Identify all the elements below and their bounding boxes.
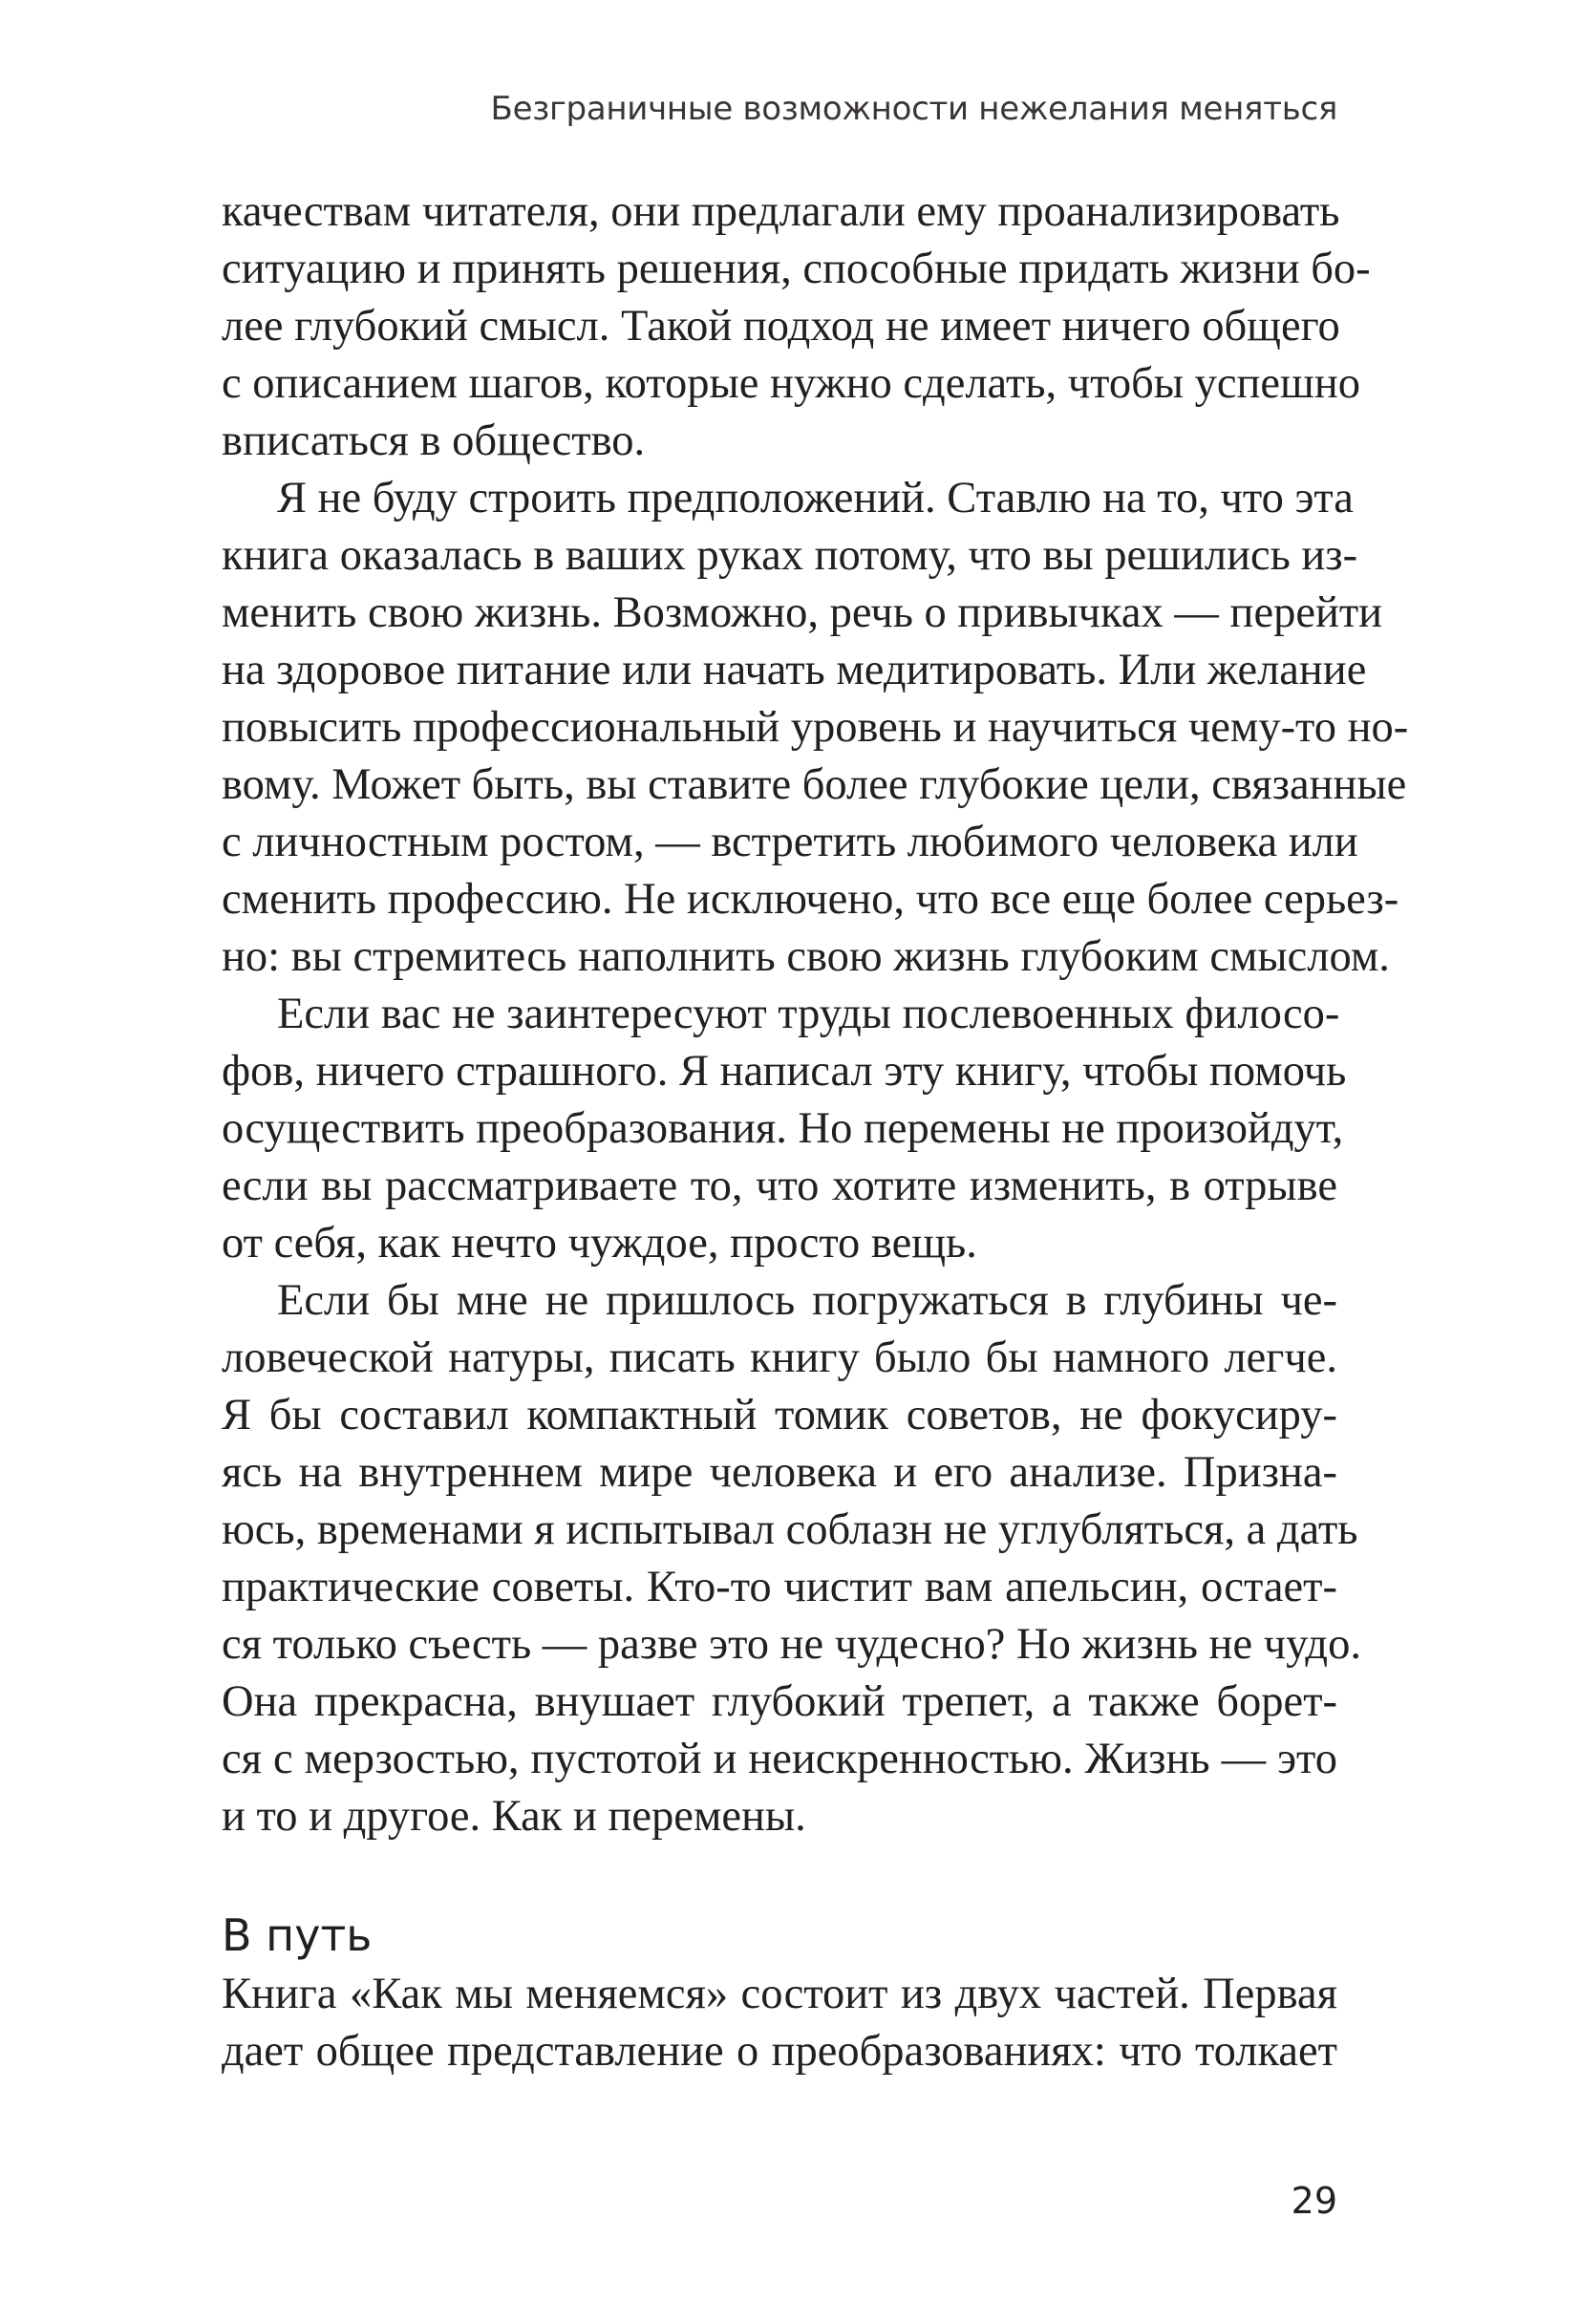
paragraph-4-line-6: практические советы. Кто-то чистит вам апельсин, остает- <box>222 1563 1337 1611</box>
paragraph-1-line-2: ситуацию и принять решения, способные придать жизни бо- <box>222 245 1371 293</box>
paragraph-2-line-9: но: вы стремитесь наполнить свою жизнь глубоким смыслом. <box>222 932 1390 981</box>
paragraph-4-line-1: Если бы мне не пришлось погружаться в глубины че- <box>277 1276 1337 1325</box>
paragraph-4-line-7: ся только съесть — разве это не чудесно? Но жизнь не чудо. <box>222 1620 1361 1669</box>
paragraph-3-line-5: от себя, как нечто чуждое, просто вещь. <box>222 1219 977 1268</box>
paragraph-2-line-3: менить свою жизнь. Возможно, речь о привычках — перейти <box>222 588 1383 637</box>
paragraph-4-line-8: Она прекрасна, внушает глубокий трепет, а также борет- <box>222 1677 1337 1726</box>
paragraph-1-line-4: с описанием шагов, которые нужно сделать, чтобы успешно <box>222 359 1360 408</box>
paragraph-1-line-3: лее глубокий смысл. Такой подход не имеет ничего общего <box>222 302 1340 351</box>
paragraph-4-line-10: и то и другое. Как и перемены. <box>222 1792 806 1841</box>
paragraph-1-line-1: качествам читателя, они предлагали ему проанализировать <box>222 187 1340 236</box>
paragraph-2-line-8: сменить профессию. Не исключено, что все еще более серьез- <box>222 875 1399 924</box>
paragraph-2-line-7: с личностным ростом, — встретить любимого человека или <box>222 818 1358 866</box>
paragraph-2-line-5: повысить профессиональный уровень и научиться чему-то но- <box>222 703 1409 752</box>
section-paragraph-line-2: дает общее представление о преобразованиях: что толкает <box>222 2027 1337 2076</box>
page-number: 29 <box>1291 2180 1337 2222</box>
paragraph-2-line-2: книга оказалась в ваших руках потому, что вы решились из- <box>222 531 1358 580</box>
paragraph-2-line-1: Я не буду строить предположений. Ставлю на то, что эта <box>277 474 1354 522</box>
paragraph-3-line-3: осуществить преобразования. Но перемены не произойдут, <box>222 1104 1344 1153</box>
paragraph-4-line-5: юсь, временами я испытывал соблазн не углубляться, а дать <box>222 1505 1358 1554</box>
paragraph-3-line-4: если вы рассматриваете то, что хотите изменить, в отрыве <box>222 1162 1337 1210</box>
paragraph-4-line-9: ся с мерзостью, пустотой и неискренностью. Жизнь — это <box>222 1735 1337 1783</box>
paragraph-4-line-2: ловеческой натуры, писать книгу было бы намного легче. <box>222 1333 1337 1382</box>
running-header: Безграничные возможности нежелания меняться <box>490 90 1337 128</box>
paragraph-4-line-4: ясь на внутреннем мире человека и его анализе. Призна- <box>222 1448 1337 1497</box>
paragraph-1-line-5: вписаться в общество. <box>222 416 646 465</box>
paragraph-4-line-3: Я бы составил компактный томик советов, не фокусиру- <box>222 1391 1337 1439</box>
paragraph-3-line-2: фов, ничего страшного. Я написал эту книгу, чтобы помочь <box>222 1047 1347 1096</box>
paragraph-2-line-6: вому. Может быть, вы ставите более глубокие цели, связанные <box>222 760 1407 809</box>
section-paragraph-line-1: Книга «Как мы меняемся» состоит из двух частей. Первая <box>222 1970 1337 2018</box>
section-heading: В путь <box>222 1909 373 1961</box>
paragraph-2-line-4: на здоровое питание или начать медитировать. Или желание <box>222 646 1367 694</box>
paragraph-3-line-1: Если вас не заинтересуют труды послевоенных филосо- <box>277 990 1340 1038</box>
